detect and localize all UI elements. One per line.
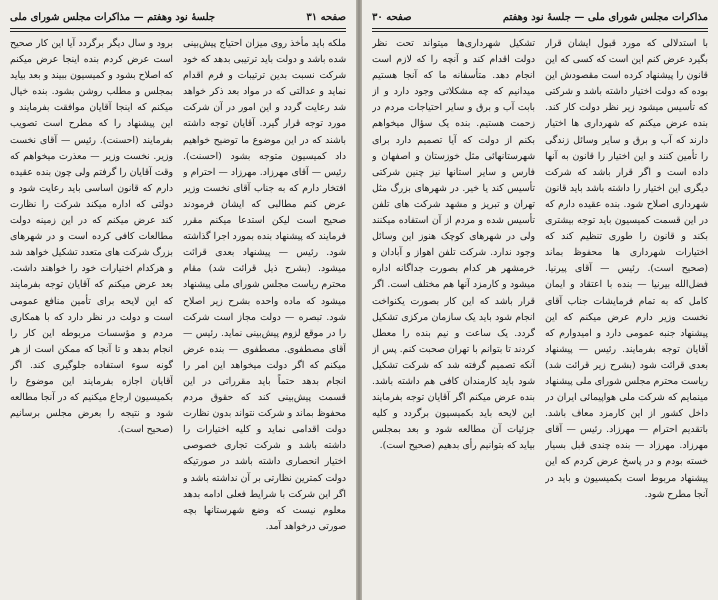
column-text: با استدلالی که مورد قبول ایشان قرار بگیرد عرض کنم این است که کسی که این قانون را پیشنهاد کرده است مقصودش این بوده که دولت اختیار داشته باشد و شرکتی که تأسیس میشود زیر نظر دولت کار کند. بنده عرض میکنم که شهرداری ها اختیار دارند که آب و برق و سایر وسائل زندگی را تأمین کنند و این اختیار را قانون به آنها داده است و اگر قرار باشد که شرکت دیگری این اختیار را داشته باشد باید قانون شهرداری اصلاح شود. بنده عقیده دارم که در این قسمت کمیسیون باید توجه بیشتری بکند و قانون را طوری تنظیم کند که اختیارات شهرداری ها محفوظ بماند (صحیح است). رئیس — آقای پیرنیا. فضل‌الله بیرنیا — بنده با اعتقاد و ایمان کامل که به تمام فرمایشات جناب آقای نخست وزیر دارم عرض میکنم که این پیشنهاد جنبه عمومی دارد و امیدوارم که آقایان توجه بفرمایند. رئیس — پیشنهاد بعدی قرائت شود (بشرح زیر قرائت شد) ریاست محترم مجلس شورای ملی پیشنهاد مینمایم که شرکت ملی هواپیمائی ایران در داخل کشور از این کارمزد معاف باشد. باتقدیم احترام — مهرزاد. رئیس — آقای مهرزاد. مهرزاد — بنده چندی قبل بسیار خسته بودم و در پاسخ عرض کردم که این پیشنهاد مربوط است بکمیسیون و باید در آنجا مطرح شود. <box>545 38 708 500</box>
header-rule-thin <box>10 31 346 32</box>
page-left <box>0 0 356 600</box>
page-right <box>362 0 718 600</box>
text-column-right <box>545 36 708 594</box>
text-columns <box>10 36 346 594</box>
page-header <box>372 8 708 26</box>
text-column-right <box>183 36 346 594</box>
page-title: مذاکرات مجلس شورای ملی — جلسهٔ نود وهفتم <box>502 11 708 23</box>
column-text: ملکه باید مأخذ روی میزان احتیاج پیش‌بینی شده باشد و دولت باید ترتیبی بدهد که خود شرکت نسبت بدین ترتیبات و فرم اقدام نماید و عدالتی که در مواد بعد ذکر خواهد شد رعایت گردد و این امور در آن شرکت مورد توجه قرار گیرد. آقایان توجه داشته باشند که در این موضوع ما توضیح خواهیم داد کمیسیون متوجه بشود (احسنت). رئیس — آقای مهرزاد. مهرزاد — احترام و افتخار دارم که به جناب آقای نخست وزیر عرض کنم مطالبی که ایشان فرمودند صحیح است لیکن استدعا میکنم مقرر فرمایند که پیشنهاد بنده بمورد اجرا گذاشته شود. رئیس — پیشنهاد بعدی قرائت میشود. (بشرح ذیل قرائت شد) مقام محترم ریاست مجلس شورای ملی پیشنهاد میشود که ماده واحده بشرح زیر اصلاح شود. تبصره — دولت مجاز است شرکت را در موقع لزوم پیش‌بینی نماید. رئیس — آقای مصطفوی. مصطفوی — بنده عرض میکنم که اگر دولت میخواهد این امر را انجام بدهد حتماً باید مقرراتی در این قسمت پیش‌بینی کند که حقوق مردم محفوظ بماند و شرکت نتواند بدون نظارت دولت اقدامی نماید و کلیه اختیارات را داشته باشد و شرکت تجاری خصوصی اختیار انحصاری داشته باشد در صورتیکه دولت کمترین نظارتی بر آن نداشته باشد و اگر این شرکت با شرایط فعلی ادامه بدهد معلوم نیست که وضع شهرستانها بچه صورتی درخواهد آمد. <box>183 38 346 532</box>
text-column-left <box>372 36 535 594</box>
page-number: صفحه ۳۱ <box>306 11 346 23</box>
header-rule <box>372 28 708 29</box>
header-rule <box>10 28 346 29</box>
column-text: برود و سال دیگر برگردد آیا این کار صحیح است عرض کردم بنده اینجا عرض میکنم که اصلاح بشود و کمیسیون ببیند و بعد بیاید بمجلس و مطلب روشن بشود. بنده خیال میکنم که اینجا آقایان موافقت بفرمایند و این پیشنهاد را که مطرح است تصویب بفرمایند (احسنت). رئیس — آقای نخست وزیر. نخست وزیر — معذرت میخواهم که وقت آقایان را گرفتم ولی چون بنده عقیده دارم که قانون اساسی باید رعایت شود و دولتی که اداره میکند شرکت را نظارت کند عرض میکنم که در این زمینه دولت مطالعات کافی کرده است و در شهرهای بزرگ شرکت های متعدد تشکیل خواهد شد و هرکدام اختیارات خود را خواهند داشت. بعد عرض میکنم که آقایان توجه بفرمایند که این لایحه برای تأمین منافع عمومی است و دولت در نظر دارد که با همکاری مردم و مؤسسات مربوطه این کار را انجام بدهد و تا آنجا که ممکن است از هر گونه سوء استفاده جلوگیری کند. اگر آقایان اجازه بفرمایند این موضوع را بکمیسیون ارجاع میکنیم که در آنجا مطالعه شود و نتیجه را بعرض مجلس برسانیم (صحیح است). <box>10 38 173 436</box>
page-title: جلسهٔ نود وهفتم — مذاکرات مجلس شورای ملی <box>10 11 216 23</box>
text-column-left <box>10 36 173 594</box>
header-rule-thin <box>372 31 708 32</box>
column-text: تشکیل شهرداری‌ها میتواند تحت نظر دولت اقدام کند و آنچه را که لازم است انجام دهد. متأسفانه ما که آنجا هستیم میدانیم که چه مشکلاتی وجود دارد و از بابت آب و برق و سایر احتیاجات مردم در زحمت هستیم. بنده یک سؤال میخواهم بکنم از دولت که آیا تصمیم دارد برای شهرستانهائی مثل خوزستان و اصفهان و فارس و سایر استانها نیز چنین شرکتی تأسیس کند یا خیر. در شهرهای بزرگ مثل تهران و تبریز و مشهد شرکت های تلفن تأسیس شده و مردم از آن استفاده میکنند ولی در شهرهای کوچک هنوز این وسائل وجود ندارد. شرکت تلفن اهواز و آبادان و خرمشهر هر کدام بصورت جداگانه اداره میشود و کارمزد آنها هم مختلف است. اگر قرار باشد که این کار بصورت یکنواخت انجام شود باید یک سازمان مرکزی تشکیل گردد. یک ساعت و نیم بنده را معطل کردند تا بتوانم با تهران صحبت کنم. پس از آنکه تصمیم گرفته شد که شرکت تشکیل شود باید کارمندان کافی هم داشته باشد. بنده عرض میکنم اگر آقایان توجه بفرمایند این لایحه باید بکمیسیون برگردد و کلیه جزئیات آن مطالعه شود و بعد بمجلس بیاید که بتوانیم رأی بدهیم (صحیح است). <box>372 38 535 452</box>
page-header <box>10 8 346 26</box>
page-number: صفحه ۳۰ <box>372 11 412 23</box>
text-columns <box>372 36 708 594</box>
